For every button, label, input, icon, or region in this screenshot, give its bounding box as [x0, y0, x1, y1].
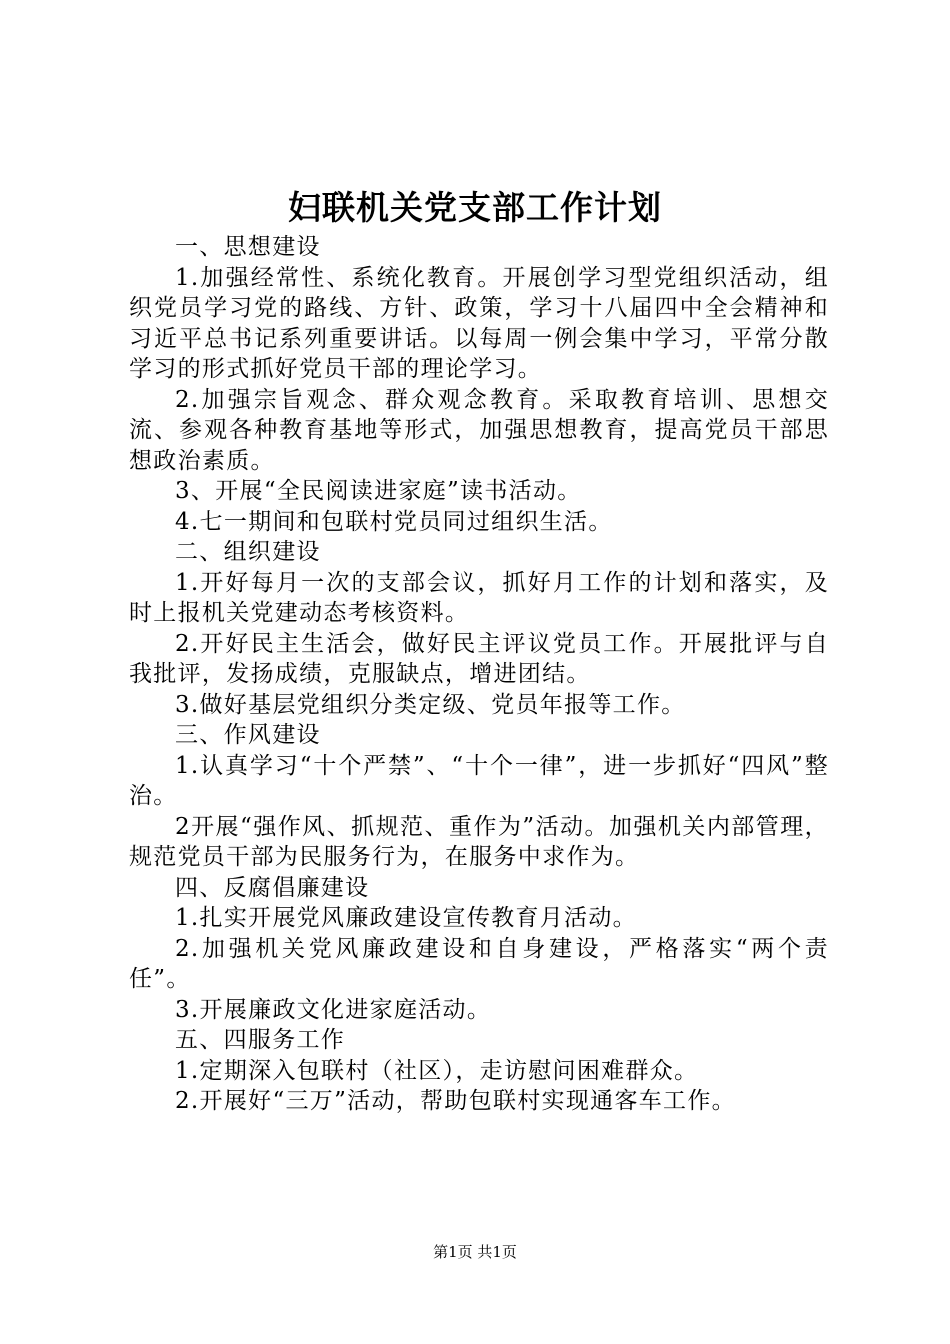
section-heading: 四、反腐倡廉建设: [175, 874, 370, 901]
section-heading: 一、思想建设: [175, 234, 321, 260]
paragraph: 4.七一期间和包联村党员同过组织生活。: [175, 508, 613, 535]
paragraph: 1.开好每月一次的支部会议，抓好月工作的计划和落实，及时上报机关党建动态考核资料。: [129, 569, 829, 626]
paragraph: 1.扎实开展党风廉政建设宣传教育月活动。: [175, 905, 637, 931]
paragraph: 1.认真学习“十个严禁”、“十个一律”，进一步抓好“四风”整治。: [129, 752, 829, 809]
paragraph: 2开展“强作风、抓规范、重作为”活动。加强机关内部管理，规范党员干部为民服务行为，在服务中求作为。: [129, 813, 829, 870]
document-body: [129, 232, 829, 1117]
paragraph: 3、开展“全民阅读进家庭”读书活动。: [175, 478, 582, 504]
paragraph: 3.做好基层党组织分类定级、党员年报等工作。: [175, 691, 686, 718]
section-heading: 三、作风建设: [175, 722, 321, 748]
document-title: 妇联机关党支部工作计划: [288, 188, 662, 227]
paragraph: 2.加强宗旨观念、群众观念教育。采取教育培训、思想交流、参观各种教育基地等形式，加强思想教育，提高党员干部思想政治素质。: [129, 386, 829, 474]
paragraph: 1.定期深入包联村（社区），走访慰问困难群众。: [175, 1057, 699, 1084]
section-heading: 五、四服务工作: [175, 1027, 346, 1053]
page-footer: 第1页 共1页: [433, 1243, 517, 1261]
section-heading: 二、组织建设: [175, 539, 321, 565]
paragraph: 2.加强机关党风廉政建设和自身建设，严格落实“两个责任”。: [129, 935, 829, 992]
paragraph: 3.开展廉政文化进家庭活动。: [175, 996, 492, 1023]
paragraph: 2.开好民主生活会，做好民主评议党员工作。开展批评与自我批评，发扬成绩，克服缺点，增进团结。: [129, 630, 829, 687]
paragraph: 1.加强经常性、系统化教育。开展创学习型党组织活动，组织党员学习党的路线、方针、政策，学习十八届四中全会精神和习近平总书记系列重要讲话。以每周一例会集中学习，平常分散学习的形式抓好党员干部的理论学习。: [129, 264, 829, 382]
paragraph: 2.开展好“三万”活动，帮助包联村实现通客车工作。: [175, 1088, 736, 1114]
